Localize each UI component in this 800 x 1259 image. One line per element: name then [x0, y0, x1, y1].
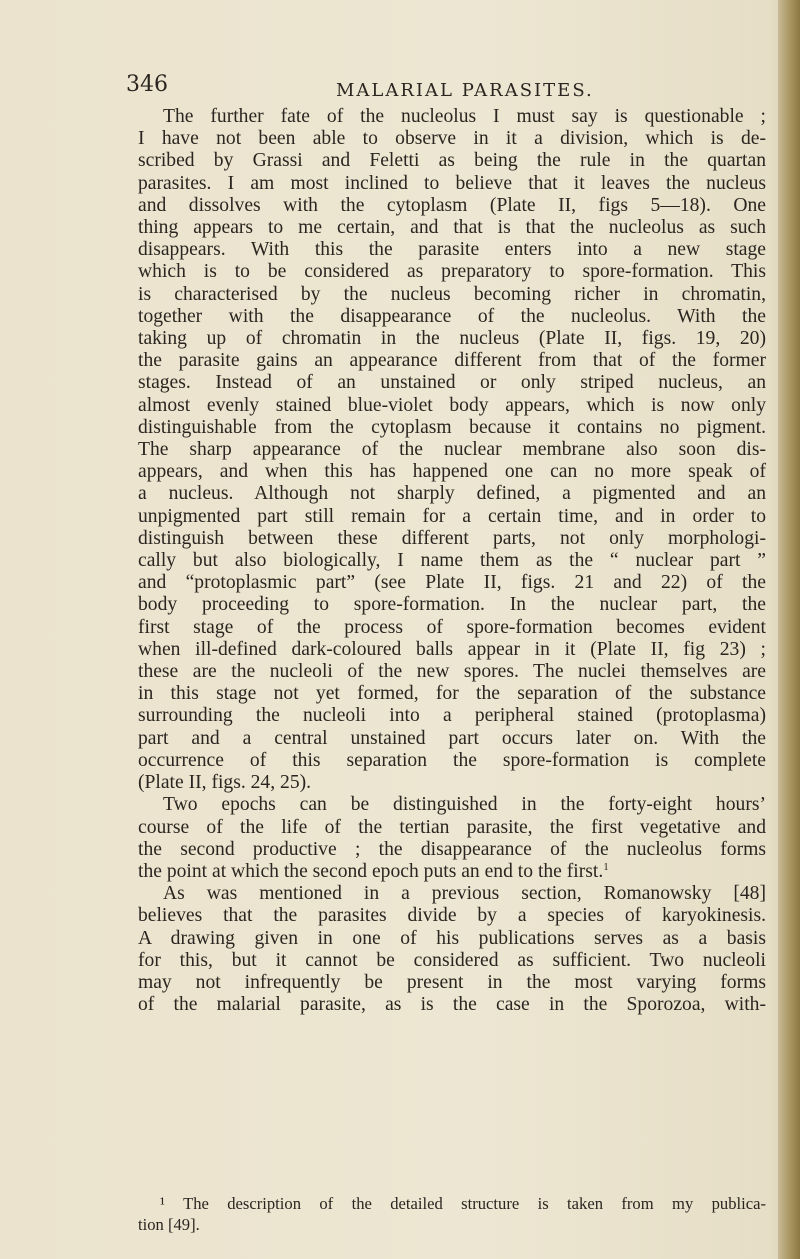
text-line: together with the disappearance of the nucleolus. With the — [138, 305, 766, 327]
footnote-mark: 1 — [603, 860, 609, 873]
text-line: (Plate II, figs. 24, 25). — [138, 772, 312, 794]
text-line: As was mentioned in a previous section, Romanowsky [48] — [163, 883, 766, 905]
footnote — [138, 1193, 766, 1235]
text-line: The further fate of the nucleolus I must say is questionable ; — [163, 106, 766, 127]
text-line-with-note — [138, 861, 766, 883]
paragraph-2 — [138, 794, 766, 883]
page-edge-shadow — [778, 0, 800, 1259]
text-line: of the malarial parasite, as is the case in the Sporozoa, with- — [138, 994, 766, 1016]
text-line: the second productive ; the disappearance of the nucleolus forms — [138, 838, 766, 860]
text-line: a nucleus. Although not sharply defined, a pigmented and an — [138, 483, 766, 505]
text-line: believes that the parasites divide by a species of karyokinesis. — [138, 905, 766, 927]
running-head: MALARIAL PARASITES. — [336, 80, 594, 101]
text-line: A drawing given in one of his publications serves as a basis — [138, 927, 766, 949]
text-line: for this, but it cannot be considered as sufficient. Two nucleoli — [138, 949, 766, 971]
text-line: appears, and when this has happened one can no more speak of — [138, 461, 766, 483]
text-line: part and a central unstained part occurs later on. With the — [138, 727, 766, 749]
text-line: which is to be considered as preparatory to spore-formation. This — [138, 261, 766, 283]
text-line: thing appears to me certain, and that is that the nucleolus as such — [138, 217, 766, 239]
text-line: disappears. With this the parasite enters into a new stage — [138, 239, 766, 261]
text-line: is characterised by the nucleus becoming richer in chromatin, — [138, 283, 766, 305]
text-line: cally but also biologically, I name them as the “ nuclear part ” — [138, 550, 766, 572]
text-line: distinguishable from the cytoplasm because it contains no pigment. — [138, 416, 766, 438]
text-line: parasites. I am most inclined to believe that it leaves the nucleus — [138, 172, 766, 194]
text-line: course of the life of the tertian parasite, the first vegetative and — [138, 816, 766, 838]
footnote-line: tion [49]. — [138, 1215, 200, 1234]
footnote-line: ¹ The description of the detailed structure is taken from my publica- — [160, 1194, 766, 1213]
text-line: may not infrequently be present in the most varying forms — [138, 971, 766, 993]
page-number: 346 — [126, 72, 168, 97]
text-line: and “protoplasmic part” (see Plate II, figs. 21 and 22) of the — [138, 572, 766, 594]
text-line: stages. Instead of an unstained or only striped nucleus, an — [138, 372, 766, 394]
text-line: distinguish between these different parts, not only morphologi- — [138, 527, 766, 549]
text-line: occurrence of this separation the spore-formation is complete — [138, 749, 766, 771]
text-line: taking up of chromatin in the nucleus (Plate II, figs. 19, 20) — [138, 328, 766, 350]
paragraph-1 — [138, 106, 766, 794]
text-line: the point at which the second epoch puts an end to the first. — [138, 860, 604, 882]
text-line: first stage of the process of spore-formation becomes evident — [138, 616, 766, 638]
text-line: the parasite gains an appearance different from that of the former — [138, 350, 766, 372]
text-line: surrounding the nucleoli into a peripheral stained (protoplasma) — [138, 705, 766, 727]
text-line: body proceeding to spore-formation. In the nuclear part, the — [138, 594, 766, 616]
text-line: in this stage not yet formed, for the separation of the substance — [138, 683, 766, 705]
text-line: I have not been able to observe in it a division, which is de- — [138, 128, 766, 150]
text-line: scribed by Grassi and Feletti as being the rule in the quartan — [138, 150, 766, 172]
paragraph-3 — [138, 883, 766, 1016]
text-line: and dissolves with the cytoplasm (Plate II, figs 5—18). One — [138, 194, 766, 216]
text-line: Two epochs can be distinguished in the forty-eight hours’ — [163, 794, 766, 816]
text-line: when ill-defined dark-coloured balls appear in it (Plate II, fig 23) ; — [138, 638, 766, 660]
text-line: unpigmented part still remain for a certain time, and in order to — [138, 505, 766, 527]
text-line: these are the nucleoli of the new spores. The nuclei themselves are — [138, 661, 766, 683]
text-line: almost evenly stained blue-violet body appears, which is now only — [138, 394, 766, 416]
body-text — [138, 106, 766, 1016]
text-line: The sharp appearance of the nuclear membrane also soon dis- — [138, 439, 766, 461]
